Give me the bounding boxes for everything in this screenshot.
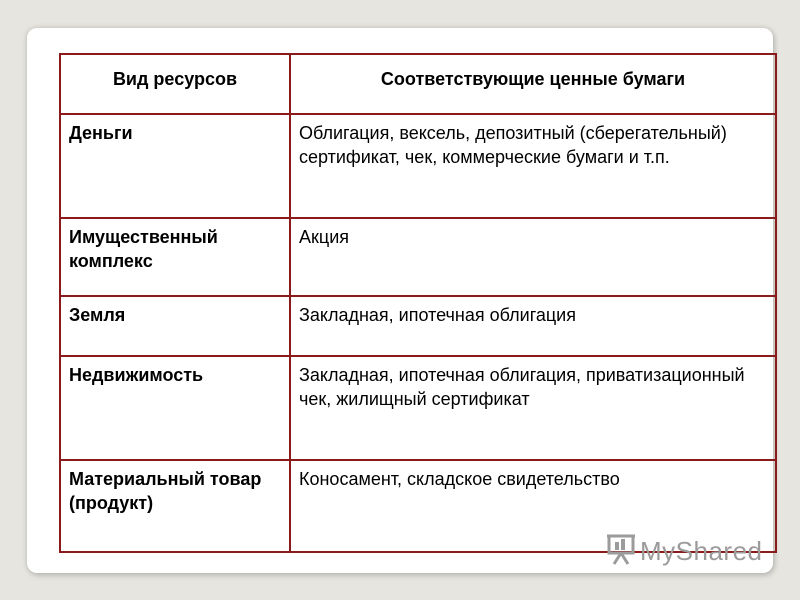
- resource-cell: Земля: [60, 296, 290, 356]
- table-row: [60, 218, 776, 296]
- table-row: [60, 356, 776, 460]
- watermark: [606, 531, 766, 571]
- resource-cell: Недвижимость: [60, 356, 290, 460]
- presentation-board-icon: [606, 532, 636, 571]
- resources-table: [59, 53, 777, 553]
- resource-cell: Деньги: [60, 114, 290, 218]
- table-row: [60, 296, 776, 356]
- table-header-row: [60, 54, 776, 114]
- securities-cell: Облигация, вексель, депозитный (сберегательный) сертификат, чек, коммерческие бумаги и т.п.: [290, 114, 776, 218]
- resource-cell: Имущественный комплекс: [60, 218, 290, 296]
- securities-cell: Закладная, ипотечная облигация: [290, 296, 776, 356]
- securities-cell: Коносамент, складское свидетельство: [290, 460, 776, 552]
- table-row: [60, 114, 776, 218]
- header-securities: Соответствующие ценные бумаги: [290, 54, 776, 114]
- header-resource-type: Вид ресурсов: [60, 54, 290, 114]
- securities-cell: Акция: [290, 218, 776, 296]
- watermark-text: MyShared: [640, 535, 763, 566]
- resource-cell: Материальный товар (продукт): [60, 460, 290, 552]
- securities-cell: Закладная, ипотечная облигация, приватизационный чек, жилищный сертификат: [290, 356, 776, 460]
